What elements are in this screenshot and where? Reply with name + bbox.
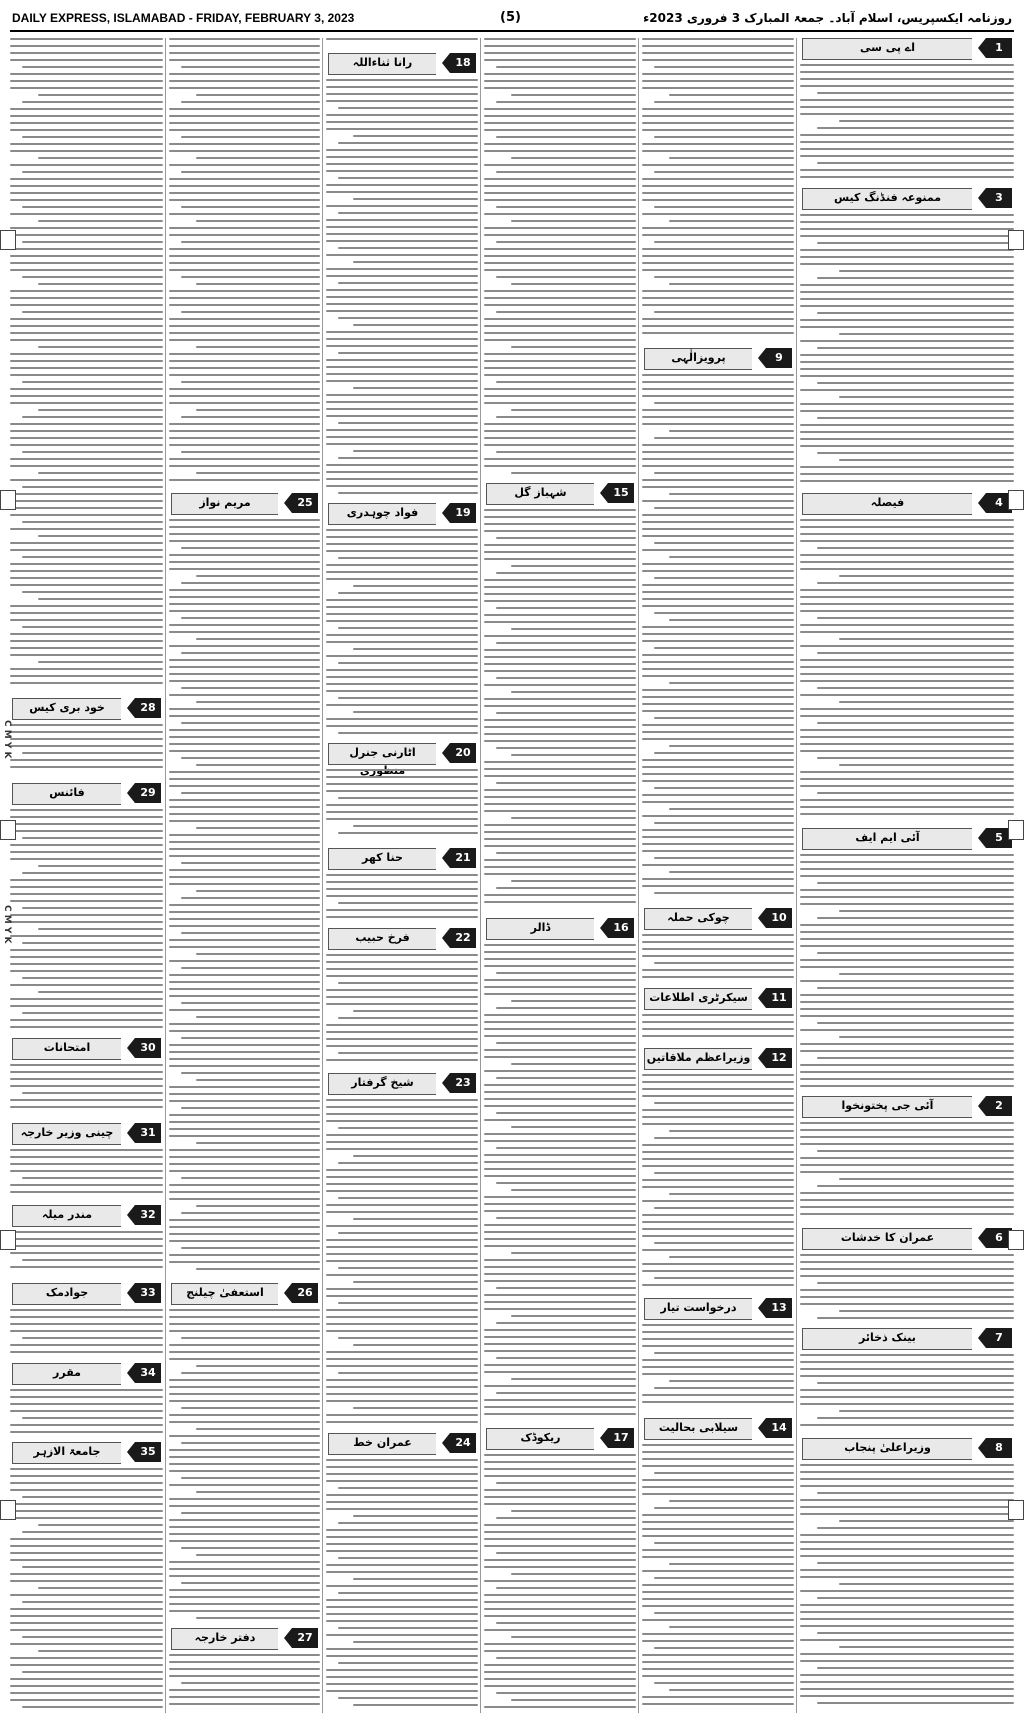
section-heading	[486, 918, 634, 938]
masthead-urdu-dateline: روزنامہ ایکسپریس، اسلام آباد۔ جمعۃ المبارک 3 فروری 2023ء	[643, 11, 1012, 25]
section-heading	[802, 188, 1012, 208]
section-number: 20	[450, 743, 476, 763]
section-number: 19	[450, 503, 476, 523]
masthead-english-dateline: DAILY EXPRESS, ISLAMABAD - FRIDAY, FEBRUARY 3, 2023	[12, 11, 355, 25]
registration-mark	[0, 820, 16, 840]
section-heading	[328, 928, 476, 948]
article-text	[10, 1468, 163, 1713]
column-divider	[322, 38, 323, 1713]
column-4	[326, 38, 478, 1713]
column-divider	[165, 38, 166, 1713]
section-heading	[328, 503, 476, 523]
section-number: 29	[135, 783, 161, 803]
section-heading	[12, 1205, 161, 1225]
registration-mark	[0, 230, 16, 250]
article-text	[484, 944, 636, 1420]
section-title: استعفیٰ چیلنج	[171, 1283, 278, 1305]
registration-mark	[1008, 1230, 1024, 1250]
section-heading	[171, 1628, 318, 1648]
section-number: 27	[292, 1628, 318, 1648]
section-number: 12	[766, 1048, 792, 1068]
section-number: 35	[135, 1442, 161, 1462]
article-text	[800, 214, 1014, 487]
section-heading	[644, 348, 792, 368]
section-title: عمران کا خدشات	[802, 1228, 972, 1250]
article-text	[10, 38, 163, 689]
section-title: فواد چوہدری	[328, 503, 436, 525]
article-text	[326, 1459, 478, 1711]
article-text	[642, 1014, 794, 1042]
section-number: 4	[986, 493, 1012, 513]
section-number: 5	[986, 828, 1012, 848]
section-heading	[644, 1418, 792, 1438]
article-text	[326, 1099, 478, 1428]
section-heading	[486, 483, 634, 503]
registration-mark	[1008, 1500, 1024, 1520]
article-text	[169, 38, 320, 486]
section-number: 15	[608, 483, 634, 503]
section-heading	[802, 493, 1012, 513]
masthead	[10, 8, 1014, 32]
section-number: 1	[986, 38, 1012, 58]
article-text	[10, 1389, 163, 1438]
section-number: 22	[450, 928, 476, 948]
section-title: عمران خط	[328, 1433, 436, 1455]
article-text	[642, 1444, 794, 1710]
article-text	[10, 1064, 163, 1113]
article-text	[484, 38, 636, 479]
article-text	[800, 854, 1014, 1092]
section-title: چوکی حملہ	[644, 908, 752, 930]
section-heading	[802, 1328, 1012, 1348]
section-number: 9	[766, 348, 792, 368]
section-title: درخواست تیار	[644, 1298, 752, 1320]
section-title: مقرر	[12, 1363, 121, 1385]
section-number: 30	[135, 1038, 161, 1058]
column-divider	[638, 38, 639, 1713]
section-heading	[328, 53, 476, 73]
article-text	[10, 1231, 163, 1273]
section-heading	[12, 1038, 161, 1058]
section-number: 26	[292, 1283, 318, 1303]
article-text	[326, 769, 478, 839]
article-text	[642, 1074, 794, 1291]
section-heading	[328, 743, 476, 763]
section-number: 25	[292, 493, 318, 513]
section-title: رانا ثناءاللہ	[328, 53, 436, 75]
registration-mark	[1008, 230, 1024, 250]
section-title: ریکوڈک	[486, 1428, 594, 1450]
section-number: 8	[986, 1438, 1012, 1458]
article-text	[800, 1464, 1014, 1709]
cmyk-mark: C M Y K	[2, 905, 12, 944]
article-text	[326, 954, 478, 1066]
article-text	[169, 1654, 320, 1710]
article-text	[484, 1454, 636, 1713]
section-title: وزیراعظم ملاقاتیں	[644, 1048, 752, 1070]
section-title: آئی ایم ایف	[802, 828, 972, 850]
section-heading	[12, 1442, 161, 1462]
section-title: سیکرٹری اطلاعات	[644, 988, 752, 1010]
section-heading	[802, 1228, 1012, 1248]
article-text	[10, 1309, 163, 1358]
column-1	[800, 38, 1014, 1713]
section-heading	[802, 1096, 1012, 1116]
article-text	[326, 874, 478, 923]
section-number: 21	[450, 848, 476, 868]
article-text	[169, 1309, 320, 1624]
article-text	[10, 1149, 163, 1198]
column-3	[484, 38, 636, 1713]
section-heading	[644, 1048, 792, 1068]
section-number: 2	[986, 1096, 1012, 1116]
registration-mark	[0, 1500, 16, 1520]
section-title: حنا کھر	[328, 848, 436, 870]
article-text	[800, 1254, 1014, 1324]
section-title: آئی جی پختونخوا	[802, 1096, 972, 1118]
section-title: امتحانات	[12, 1038, 121, 1060]
article-text	[642, 374, 794, 899]
section-title: فرخ حبیب	[328, 928, 436, 950]
section-title: جامعۃ الازہر	[12, 1442, 121, 1464]
column-5	[169, 38, 320, 1713]
section-number: 13	[766, 1298, 792, 1318]
section-title: خود بری کیس	[12, 698, 121, 720]
article-text	[642, 1324, 794, 1408]
section-title: ممنوعہ فنڈنگ کیس	[802, 188, 972, 210]
section-heading	[12, 698, 161, 718]
section-heading	[802, 828, 1012, 848]
column-divider	[480, 38, 481, 1713]
section-title: اے پی سی	[802, 38, 972, 60]
section-title: ڈالر	[486, 918, 594, 940]
page-number: (5)	[500, 10, 521, 25]
section-heading	[644, 1298, 792, 1318]
article-text	[800, 64, 1014, 183]
section-title: بینک ذخائر	[802, 1328, 972, 1350]
section-title: دفتر خارجہ	[171, 1628, 278, 1650]
section-heading	[12, 783, 161, 803]
section-number: 7	[986, 1328, 1012, 1348]
registration-mark	[0, 1230, 16, 1250]
section-heading	[802, 1438, 1012, 1458]
section-number: 18	[450, 53, 476, 73]
section-heading	[328, 1433, 476, 1453]
registration-mark	[1008, 490, 1024, 510]
section-number: 10	[766, 908, 792, 928]
article-text	[169, 519, 320, 1275]
section-number: 32	[135, 1205, 161, 1225]
section-number: 16	[608, 918, 634, 938]
section-number: 28	[135, 698, 161, 718]
column-2	[642, 38, 794, 1713]
article-text	[10, 809, 163, 1033]
section-number: 33	[135, 1283, 161, 1303]
section-number: 31	[135, 1123, 161, 1143]
section-title: وزیراعلیٰ پنجاب	[802, 1438, 972, 1460]
section-heading	[486, 1428, 634, 1448]
registration-mark	[0, 490, 16, 510]
section-number: 3	[986, 188, 1012, 208]
registration-mark	[1008, 820, 1024, 840]
section-number: 24	[450, 1433, 476, 1453]
article-text	[326, 38, 478, 45]
column-6	[10, 38, 163, 1713]
article-text	[800, 519, 1014, 820]
section-heading	[328, 848, 476, 868]
section-heading	[12, 1283, 161, 1303]
cmyk-mark: C M Y K	[2, 720, 12, 759]
section-number: 23	[450, 1073, 476, 1093]
article-text	[800, 1354, 1014, 1431]
section-title: پرویزالٰہی	[644, 348, 752, 370]
section-title: مریم نواز	[171, 493, 278, 515]
article-text	[326, 529, 478, 739]
column-divider	[796, 38, 797, 1713]
section-heading	[12, 1363, 161, 1383]
section-heading	[12, 1123, 161, 1143]
article-text	[642, 934, 794, 983]
section-heading	[644, 908, 792, 928]
section-title: سیلابی بحالیت	[644, 1418, 752, 1440]
section-heading	[171, 1283, 318, 1303]
section-number: 17	[608, 1428, 634, 1448]
section-title: شہباز گل	[486, 483, 594, 505]
section-title: فیصلہ	[802, 493, 972, 515]
section-heading	[802, 38, 1012, 58]
article-text	[10, 724, 163, 773]
section-heading	[328, 1073, 476, 1093]
section-title: شیخ گرفتار	[328, 1073, 436, 1095]
section-title: فائنس	[12, 783, 121, 805]
section-title: اٹارنی جنرل	[328, 743, 436, 765]
section-title: مندر میلہ	[12, 1205, 121, 1227]
section-heading	[644, 988, 792, 1008]
section-number: 6	[986, 1228, 1012, 1248]
section-heading	[171, 493, 318, 513]
section-title: چینی وزیر خارجہ	[12, 1123, 121, 1145]
section-number: 14	[766, 1418, 792, 1438]
article-text	[326, 79, 478, 499]
section-number: 11	[766, 988, 792, 1008]
section-number: 34	[135, 1363, 161, 1383]
article-text	[484, 509, 636, 908]
article-text	[642, 38, 794, 339]
article-text	[800, 1122, 1014, 1220]
newspaper-page	[10, 8, 1014, 1713]
section-title: جوادمک	[12, 1283, 121, 1305]
